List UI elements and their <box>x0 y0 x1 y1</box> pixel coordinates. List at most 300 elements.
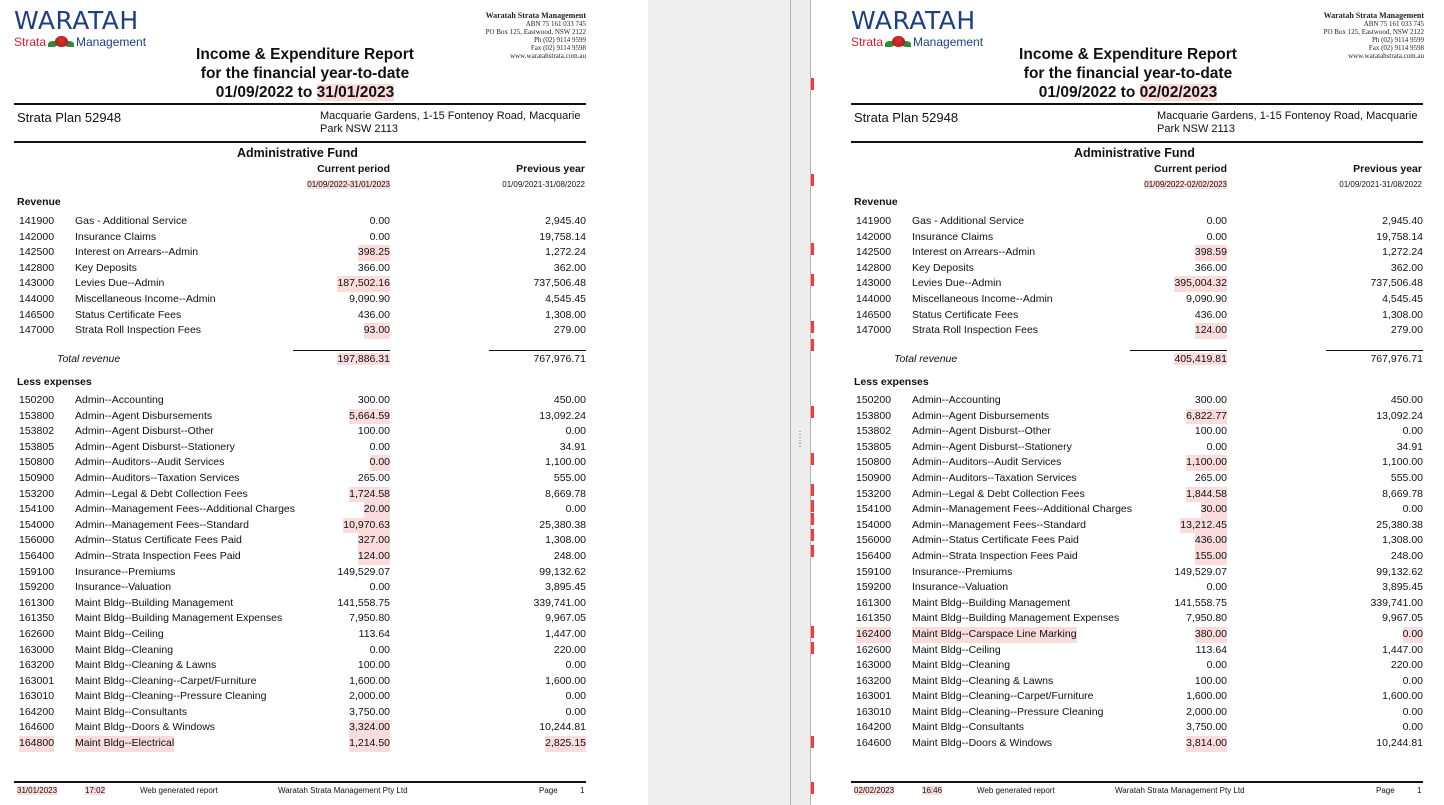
revenue-heading: Revenue <box>854 196 898 208</box>
account-code: 164600 <box>856 737 892 750</box>
expense-row <box>856 533 1423 549</box>
account-description: Admin--Strata Inspection Fees Paid <box>75 549 241 562</box>
current-amount: 124.00 <box>358 549 390 565</box>
account-code: 154000 <box>19 518 55 531</box>
plan-divider <box>851 141 1423 143</box>
previous-amount: 25,380.38 <box>539 518 586 531</box>
account-description: Levies Due--Admin <box>75 277 165 290</box>
change-marker[interactable] <box>811 453 814 465</box>
account-code: 159200 <box>19 581 55 594</box>
expense-row <box>19 440 586 456</box>
previous-amount: 13,092.24 <box>1376 409 1423 422</box>
previous-amount: 737,506.48 <box>1370 277 1423 290</box>
previous-amount: 339,741.00 <box>1370 596 1423 609</box>
change-marker[interactable] <box>811 513 814 525</box>
current-amount: 113.64 <box>1195 643 1227 656</box>
current-amount: 100.00 <box>1194 674 1227 687</box>
previous-amount: 555.00 <box>553 471 586 484</box>
expense-row <box>856 580 1423 596</box>
footer-page-number: 1 <box>1417 786 1422 795</box>
account-code: 163001 <box>19 674 55 687</box>
account-code: 154100 <box>856 503 892 516</box>
account-code: 150800 <box>19 456 55 469</box>
account-description: Status Certificate Fees <box>912 308 1019 321</box>
current-amount: 3,750.00 <box>349 705 390 718</box>
account-description: Admin--Auditors--Audit Services <box>912 456 1062 469</box>
account-code: 143000 <box>856 277 892 290</box>
account-description: Maint Bldg--Carspace Line Marking <box>912 627 1077 643</box>
previous-period-range: 01/09/2021-31/08/2022 <box>1339 180 1422 189</box>
splitter-grip-icon <box>799 431 801 449</box>
company-name: Waratah Strata Management <box>1323 11 1424 20</box>
current-amount: 3,324.00 <box>349 720 390 736</box>
current-amount: 0.00 <box>369 643 390 656</box>
account-code: 153802 <box>19 425 55 438</box>
account-code: 164800 <box>19 736 54 752</box>
account-code: 153200 <box>19 487 55 500</box>
change-marker[interactable] <box>811 736 814 748</box>
current-amount: 366.00 <box>1194 261 1227 274</box>
expense-row <box>19 533 586 549</box>
change-marker[interactable] <box>811 545 814 557</box>
account-description: Strata Roll Inspection Fees <box>75 324 202 337</box>
account-description: Maint Bldg--Cleaning--Pressure Cleaning <box>912 705 1104 718</box>
current-amount: 7,950.80 <box>349 612 390 625</box>
current-amount: 327.00 <box>358 533 390 549</box>
previous-amount: 3,895.45 <box>1382 581 1423 594</box>
report-title <box>160 45 450 102</box>
current-amount: 0.00 <box>369 581 390 594</box>
account-code: 156400 <box>19 549 55 562</box>
current-amount: 300.00 <box>1194 394 1227 406</box>
current-period-range: 01/09/2022-02/02/2023 <box>1144 180 1227 189</box>
account-description: Maint Bldg--Cleaning--Pressure Cleaning <box>75 690 267 703</box>
account-code: 162600 <box>856 643 892 656</box>
previous-period-range: 01/09/2021-31/08/2022 <box>502 180 585 189</box>
expense-row <box>19 643 586 659</box>
expense-row <box>19 580 586 596</box>
current-amount: 0.00 <box>1206 215 1227 227</box>
previous-amount: 0.00 <box>565 659 586 672</box>
previous-amount: 25,380.38 <box>1376 518 1423 531</box>
previous-amount: 34.91 <box>559 440 586 453</box>
previous-amount: 279.00 <box>1390 324 1423 337</box>
account-code: 163000 <box>856 659 892 672</box>
previous-amount: 8,669.78 <box>1382 487 1423 500</box>
account-description: Admin--Agent Disburst--Stationery <box>75 440 235 453</box>
strata-plan: Strata Plan 52948 <box>854 110 959 125</box>
account-code: 161300 <box>19 596 55 609</box>
logo-management: Management <box>76 35 147 49</box>
account-code: 154000 <box>856 518 892 531</box>
previous-amount: 1,272.24 <box>1382 246 1423 259</box>
previous-amount: 248.00 <box>553 549 586 562</box>
report-title <box>983 45 1273 102</box>
expense-row <box>19 455 586 471</box>
current-amount: 155.00 <box>1195 549 1227 565</box>
expense-row <box>856 596 1423 612</box>
previous-amount: 248.00 <box>1390 549 1423 562</box>
report-date-from: 01/09/2022 to <box>1038 84 1140 101</box>
company-fax: Fax (02) 9114 9598 <box>1368 44 1424 52</box>
current-amount: 9,090.90 <box>1186 292 1227 305</box>
revenue-row <box>19 261 586 277</box>
company-details <box>1278 12 1424 60</box>
expense-row <box>19 393 586 409</box>
current-amount: 13,212.45 <box>1180 518 1227 534</box>
account-code: 153800 <box>19 409 55 422</box>
account-code: 147000 <box>19 324 55 337</box>
expense-rows <box>856 393 1423 752</box>
account-description: Admin--Auditors--Taxation Services <box>912 471 1077 484</box>
expense-row <box>856 471 1423 487</box>
change-marker[interactable] <box>811 642 814 654</box>
previous-amount: 555.00 <box>1390 471 1423 484</box>
account-description: Admin--Accounting <box>75 394 164 406</box>
current-amount: 7,950.80 <box>1186 612 1227 625</box>
previous-amount: 10,244.81 <box>1376 737 1423 750</box>
total-current-rule <box>293 350 390 351</box>
account-code: 150200 <box>19 394 55 406</box>
current-amount: 0.00 <box>1206 659 1227 672</box>
expense-row <box>856 611 1423 627</box>
account-description: Maint Bldg--Cleaning--Carpet/Furniture <box>912 690 1094 703</box>
account-code: 150800 <box>856 456 892 469</box>
change-marker[interactable] <box>811 529 814 541</box>
current-amount: 1,724.58 <box>349 487 390 503</box>
current-amount: 100.00 <box>357 659 390 672</box>
account-description: Maint Bldg--Ceiling <box>912 643 1001 656</box>
revenue-row <box>856 276 1423 292</box>
current-amount: 1,100.00 <box>1186 455 1227 471</box>
expense-rows <box>19 393 586 752</box>
account-code: 154100 <box>19 503 55 516</box>
expense-row <box>19 518 586 534</box>
right-document-pane[interactable] <box>811 0 1444 805</box>
previous-amount: 0.00 <box>1402 425 1423 438</box>
account-code: 150900 <box>19 471 55 484</box>
change-marker[interactable] <box>811 321 814 333</box>
account-code: 150900 <box>856 471 892 484</box>
revenue-row <box>19 308 586 324</box>
current-amount: 113.64 <box>358 627 390 640</box>
change-marker[interactable] <box>811 782 814 794</box>
previous-amount: 450.00 <box>553 394 586 406</box>
account-code: 164200 <box>19 705 55 718</box>
revenue-row <box>856 292 1423 308</box>
account-description: Maint Bldg--Electrical <box>75 736 174 752</box>
property-address: Macquarie Gardens, 1-15 Fontenoy Road, Macquarie Park NSW 2113 <box>320 110 581 135</box>
expenses-heading: Less expenses <box>854 376 929 388</box>
company-abn: ABN 75 161 033 745 <box>1363 20 1424 28</box>
left-pane-background <box>648 0 790 805</box>
account-description: Admin--Management Fees--Standard <box>75 518 249 531</box>
company-logo <box>14 8 146 49</box>
expense-row <box>856 674 1423 690</box>
previous-amount: 4,545.45 <box>1382 292 1423 305</box>
previous-amount: 220.00 <box>1390 659 1423 672</box>
previous-amount: 1,308.00 <box>545 308 586 321</box>
current-amount: 398.25 <box>358 245 390 261</box>
current-amount: 0.00 <box>370 455 390 471</box>
footer-divider <box>14 781 586 783</box>
account-description: Admin--Management Fees--Additional Charges <box>912 503 1133 516</box>
current-amount: 436.00 <box>1194 308 1227 321</box>
previous-amount: 1,447.00 <box>545 627 586 640</box>
current-amount: 187,502.16 <box>337 276 390 292</box>
change-marker[interactable] <box>811 500 814 512</box>
logo-management: Management <box>913 35 984 49</box>
total-revenue-current: 405,419.81 <box>1174 352 1227 365</box>
account-description: Admin--Status Certificate Fees Paid <box>75 534 242 547</box>
current-amount: 2,000.00 <box>349 690 390 703</box>
account-code: 163000 <box>19 643 55 656</box>
expense-row <box>856 658 1423 674</box>
account-description: Interest on Arrears--Admin <box>75 246 199 259</box>
account-description: Admin--Legal & Debt Collection Fees <box>912 487 1085 500</box>
account-description: Maint Bldg--Building Management <box>912 596 1071 609</box>
report-title-line1: Income & Expenditure Report <box>196 46 414 63</box>
fund-title: Administrative Fund <box>237 146 358 160</box>
account-code: 162600 <box>19 627 55 640</box>
left-document-pane[interactable] <box>0 0 648 805</box>
previous-amount: 362.00 <box>553 261 586 274</box>
change-marker[interactable] <box>811 626 814 638</box>
account-description: Strata Roll Inspection Fees <box>912 324 1039 337</box>
account-code: 147000 <box>856 324 892 337</box>
previous-amount: 339,741.00 <box>533 596 586 609</box>
expense-row <box>856 424 1423 440</box>
header-divider <box>851 103 1423 105</box>
company-website: www.waratahstrata.com.au <box>1348 52 1424 60</box>
expenses-heading: Less expenses <box>17 376 92 388</box>
previous-amount: 1,308.00 <box>1382 308 1423 321</box>
previous-amount: 1,600.00 <box>1382 690 1423 703</box>
previous-amount: 1,308.00 <box>1382 534 1423 547</box>
company-po-box: PO Box 125, Eastwood, NSW 2122 <box>485 28 586 36</box>
account-code: 144000 <box>19 292 55 305</box>
company-abn: ABN 75 161 033 745 <box>525 20 586 28</box>
column-header-current: Current period <box>317 163 390 175</box>
account-description: Admin--Agent Disbursements <box>912 409 1050 422</box>
account-code: 142800 <box>856 261 892 274</box>
current-amount: 149,529.07 <box>337 565 390 578</box>
account-description: Admin--Management Fees--Additional Charges <box>75 503 296 516</box>
account-code: 141900 <box>19 215 55 227</box>
report-footer <box>17 786 589 798</box>
expense-row <box>19 611 586 627</box>
previous-amount: 1,600.00 <box>545 674 586 687</box>
logo-brand: WARATAH <box>14 6 139 35</box>
expense-row <box>19 424 586 440</box>
previous-amount: 2,945.40 <box>545 215 586 227</box>
column-header-current: Current period <box>1154 163 1227 175</box>
account-description: Maint Bldg--Doors & Windows <box>75 721 216 734</box>
account-description: Maint Bldg--Cleaning <box>75 643 174 656</box>
previous-amount: 13,092.24 <box>539 409 586 422</box>
column-header-previous: Previous year <box>1353 163 1422 175</box>
change-marker[interactable] <box>811 274 814 286</box>
total-revenue-row <box>19 353 586 369</box>
change-marker[interactable] <box>811 406 814 418</box>
expense-row <box>19 409 586 425</box>
expense-row <box>19 627 586 643</box>
previous-amount: 0.00 <box>1403 627 1423 643</box>
current-amount: 124.00 <box>1195 323 1227 339</box>
current-amount: 0.00 <box>369 230 390 243</box>
column-header-previous: Previous year <box>516 163 585 175</box>
previous-amount: 34.91 <box>1396 440 1423 453</box>
footer-time: 17:02 <box>85 786 106 795</box>
previous-amount: 0.00 <box>1402 503 1423 516</box>
footer-note: Web generated report <box>140 786 218 795</box>
previous-amount: 2,825.15 <box>545 736 586 752</box>
total-revenue-row <box>856 353 1423 369</box>
account-description: Miscellaneous Income--Admin <box>912 292 1053 305</box>
change-marker[interactable] <box>811 339 814 351</box>
account-description: Maint Bldg--Consultants <box>75 705 188 718</box>
footer-note: Web generated report <box>977 786 1055 795</box>
account-description: Admin--Agent Disburst--Stationery <box>912 440 1072 453</box>
revenue-row <box>856 230 1423 246</box>
pane-splitter[interactable] <box>790 0 811 805</box>
account-code: 163200 <box>19 659 55 672</box>
current-amount: 398.59 <box>1195 245 1227 261</box>
expense-row <box>19 658 586 674</box>
change-marker[interactable] <box>811 243 814 255</box>
previous-amount: 19,758.14 <box>539 230 586 243</box>
current-amount: 0.00 <box>369 440 390 453</box>
account-description: Interest on Arrears--Admin <box>912 246 1036 259</box>
account-code: 159100 <box>856 565 892 578</box>
account-description: Maint Bldg--Consultants <box>912 721 1025 734</box>
previous-amount: 19,758.14 <box>1376 230 1423 243</box>
total-revenue-previous: 767,976.71 <box>1370 352 1423 365</box>
account-description: Maint Bldg--Ceiling <box>75 627 164 640</box>
previous-amount: 450.00 <box>1390 394 1423 406</box>
previous-amount: 9,967.05 <box>1382 612 1423 625</box>
current-amount: 1,214.50 <box>349 736 390 752</box>
previous-amount: 0.00 <box>565 425 586 438</box>
account-description: Status Certificate Fees <box>75 308 182 321</box>
expense-row <box>19 502 586 518</box>
account-description: Maint Bldg--Building Management Expenses <box>912 612 1120 625</box>
current-amount: 300.00 <box>357 394 390 406</box>
revenue-row <box>856 245 1423 261</box>
footer-page-label: Page <box>1376 786 1395 795</box>
revenue-row <box>19 230 586 246</box>
account-code: 153800 <box>856 409 892 422</box>
expense-row <box>19 549 586 565</box>
account-description: Miscellaneous Income--Admin <box>75 292 216 305</box>
report-date-to: 02/02/2023 <box>1139 84 1218 101</box>
previous-amount: 1,100.00 <box>545 456 586 469</box>
expense-row <box>19 565 586 581</box>
account-description: Admin--Auditors--Audit Services <box>75 456 225 469</box>
account-description: Admin--Agent Disburst--Other <box>912 425 1051 438</box>
footer-company: Waratah Strata Management Pty Ltd <box>1115 786 1245 795</box>
previous-amount: 1,447.00 <box>1382 643 1423 656</box>
report-page <box>0 0 648 805</box>
account-code: 161350 <box>19 612 55 625</box>
account-description: Insurance Claims <box>75 230 157 243</box>
account-code: 141900 <box>856 215 892 227</box>
previous-amount: 1,272.24 <box>545 246 586 259</box>
account-description: Maint Bldg--Cleaning & Lawns <box>912 674 1054 687</box>
current-amount: 141,558.75 <box>337 596 390 609</box>
expense-row <box>856 689 1423 705</box>
expense-row <box>856 455 1423 471</box>
current-amount: 436.00 <box>357 308 390 321</box>
current-amount: 0.00 <box>1206 230 1227 243</box>
account-code: 146500 <box>856 308 892 321</box>
account-description: Maint Bldg--Building Management <box>75 596 234 609</box>
current-amount: 265.00 <box>357 471 390 484</box>
company-name: Waratah Strata Management <box>485 11 586 20</box>
previous-amount: 0.00 <box>565 690 586 703</box>
previous-amount: 0.00 <box>1402 674 1423 687</box>
report-title-line1: Income & Expenditure Report <box>1019 46 1237 63</box>
company-details <box>440 12 586 60</box>
account-code: 153805 <box>19 440 55 453</box>
account-code: 161350 <box>856 612 892 625</box>
previous-amount: 8,669.78 <box>545 487 586 500</box>
expense-row <box>19 471 586 487</box>
previous-amount: 362.00 <box>1390 261 1423 274</box>
account-description: Insurance--Valuation <box>912 581 1009 594</box>
account-code: 163010 <box>19 690 55 703</box>
account-description: Key Deposits <box>912 261 974 274</box>
revenue-row <box>856 214 1423 230</box>
account-code: 159100 <box>19 565 55 578</box>
account-code: 146500 <box>19 308 55 321</box>
revenue-row <box>856 308 1423 324</box>
account-description: Admin--Status Certificate Fees Paid <box>912 534 1079 547</box>
expense-row <box>19 705 586 721</box>
revenue-row <box>856 261 1423 277</box>
previous-amount: 9,967.05 <box>545 612 586 625</box>
current-amount: 0.00 <box>1206 440 1227 453</box>
account-code: 156000 <box>19 534 55 547</box>
account-code: 162400 <box>856 627 891 643</box>
account-description: Maint Bldg--Cleaning & Lawns <box>75 659 217 672</box>
change-marker[interactable] <box>811 174 814 186</box>
total-revenue-label: Total revenue <box>894 352 958 365</box>
company-fax: Fax (02) 9114 9598 <box>530 44 586 52</box>
fund-title: Administrative Fund <box>1074 146 1195 160</box>
current-amount: 1,600.00 <box>349 674 390 687</box>
total-revenue-previous: 767,976.71 <box>533 352 586 365</box>
account-code: 142000 <box>856 230 892 243</box>
footer-time: 16:46 <box>922 786 943 795</box>
account-description: Admin--Auditors--Taxation Services <box>75 471 240 484</box>
account-description: Maint Bldg--Building Management Expenses <box>75 612 283 625</box>
logo-strata: Strata <box>851 35 884 49</box>
change-marker[interactable] <box>811 484 814 496</box>
expense-row <box>19 720 586 736</box>
current-amount: 30.00 <box>1201 502 1227 518</box>
account-description: Maint Bldg--Cleaning--Carpet/Furniture <box>75 674 257 687</box>
account-description: Admin--Agent Disbursements <box>75 409 213 422</box>
account-description: Gas - Additional Service <box>912 215 1025 227</box>
change-marker[interactable] <box>811 78 814 90</box>
total-previous-rule <box>1326 350 1423 351</box>
expense-row <box>856 705 1423 721</box>
expense-row <box>19 487 586 503</box>
current-amount: 6,822.77 <box>1186 409 1227 425</box>
account-description: Gas - Additional Service <box>75 215 188 227</box>
previous-amount: 0.00 <box>565 503 586 516</box>
